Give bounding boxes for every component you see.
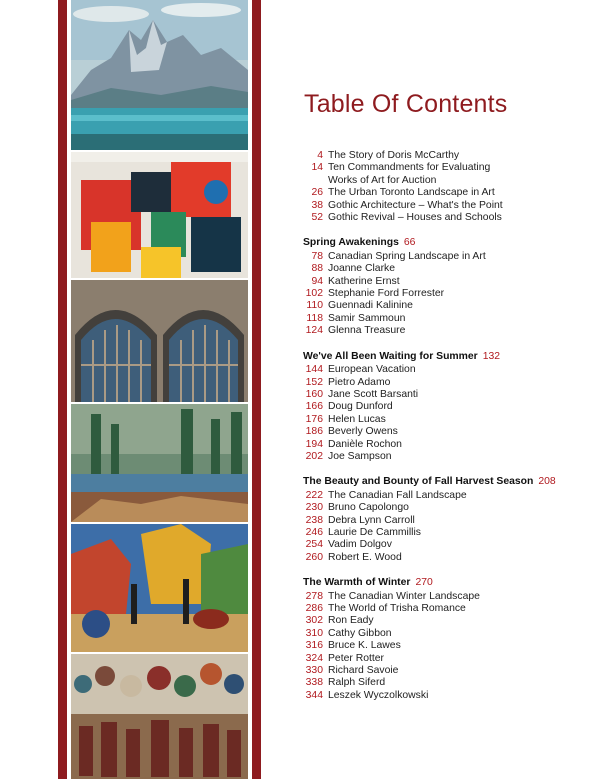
page-number: 254 — [305, 539, 323, 551]
page-number: 278 — [305, 590, 323, 602]
page-number: 102 — [305, 288, 323, 300]
section-heading[interactable] — [290, 577, 590, 589]
page-number: 118 — [306, 312, 323, 324]
entry-title: Peter Rotter — [328, 652, 385, 664]
page-number: 14 — [311, 162, 323, 174]
toc-entry[interactable] — [290, 426, 590, 438]
toc-entry[interactable] — [290, 325, 590, 337]
page-number: 324 — [305, 652, 323, 664]
entry-title: Joe Sampson — [328, 450, 392, 462]
page-number: 260 — [305, 551, 323, 563]
section-page-number: 66 — [403, 237, 416, 249]
toc-entry[interactable] — [290, 377, 590, 389]
toc-entry[interactable] — [290, 401, 590, 413]
entry-title: Cathy Gibbon — [328, 627, 392, 639]
page-number: 330 — [305, 665, 323, 677]
street-scene-painting — [71, 524, 248, 652]
toc-entry[interactable] — [290, 665, 590, 677]
toc-entry[interactable] — [290, 690, 590, 702]
page-number: 4 — [317, 150, 323, 161]
page-number: 124 — [305, 325, 323, 337]
table-of-contents — [290, 150, 590, 702]
entry-title: Joanne Clarke — [328, 263, 396, 275]
section-page-number: 132 — [482, 350, 501, 362]
entry-title: Canadian Spring Landscape in Art — [328, 250, 486, 262]
page-number: 230 — [305, 502, 323, 514]
toc-entry[interactable] — [290, 640, 590, 652]
entry-title: Vadim Dolgov — [328, 539, 392, 551]
toc-entry[interactable] — [290, 300, 590, 312]
page-number: 94 — [311, 275, 323, 287]
page-number: 344 — [305, 689, 323, 701]
page-number: 144 — [305, 364, 323, 376]
entry-title: Ralph Siferd — [328, 677, 386, 689]
page-number: 160 — [305, 388, 323, 400]
toc-entry[interactable] — [290, 251, 590, 263]
entry-title: Jane Scott Barsanti — [328, 388, 419, 400]
page-number: 286 — [305, 603, 323, 614]
toc-entry[interactable] — [290, 439, 590, 451]
gothic-window-painting — [71, 280, 248, 402]
page-number: 110 — [306, 300, 323, 312]
intro-list — [290, 150, 590, 224]
entry-title: Samir Sammoun — [328, 312, 406, 324]
section-title: The Warmth of Winter — [303, 577, 411, 589]
page-number: 316 — [305, 640, 323, 652]
toc-entry[interactable] — [290, 414, 590, 426]
toc-entry[interactable] — [290, 539, 590, 551]
toc-entry[interactable] — [290, 653, 590, 665]
section-heading[interactable] — [290, 476, 590, 488]
forest-lake-painting — [71, 404, 248, 522]
abstract-painting — [71, 152, 248, 278]
page-number: 166 — [305, 401, 323, 413]
artwork-strip — [67, 0, 252, 779]
entry-title: Gothic Architecture – What's the Point — [328, 199, 503, 211]
entry-title: Bruno Capolongo — [328, 502, 409, 514]
page-number: 88 — [311, 263, 323, 275]
page-number: 338 — [305, 677, 323, 689]
toc-entry[interactable] — [290, 389, 590, 401]
entry-title: Ten Commandments for Evaluating — [328, 162, 491, 174]
page-number: 310 — [305, 627, 323, 639]
page-number: 238 — [305, 514, 323, 526]
entry-title: Robert E. Wood — [328, 551, 402, 563]
page-number: 176 — [305, 413, 323, 425]
entry-title: Danièle Rochon — [328, 438, 402, 450]
toc-entry[interactable] — [290, 187, 590, 199]
page-number: 222 — [305, 489, 323, 501]
entry-title: Laurie De Cammillis — [328, 526, 421, 538]
toc-entry[interactable] — [290, 490, 590, 502]
toc-entry[interactable] — [290, 364, 590, 376]
toc-entry[interactable] — [290, 313, 590, 325]
page-number: 186 — [305, 426, 323, 438]
entry-title: Helen Lucas — [328, 413, 386, 425]
entry-title: Gothic Revival – Houses and Schools — [328, 212, 502, 224]
toc-entry[interactable] — [290, 162, 590, 174]
toc-entry[interactable] — [290, 263, 590, 275]
page-number: 194 — [305, 438, 323, 450]
toc-entry[interactable] — [290, 527, 590, 539]
toc-entry[interactable] — [290, 628, 590, 640]
toc-entry[interactable] — [290, 591, 590, 603]
entry-title: The Urban Toronto Landscape in Art — [328, 187, 495, 199]
page-number: 302 — [305, 615, 323, 627]
toc-entry[interactable] — [290, 288, 590, 300]
entry-title: Doug Dunford — [328, 401, 393, 413]
entry-title: Richard Savoie — [328, 665, 399, 677]
page-number: 52 — [311, 212, 323, 224]
entry-title: Leszek Wyczolkowski — [328, 689, 429, 701]
entry-title: The Canadian Fall Landscape — [328, 489, 467, 501]
toc-entry[interactable] — [290, 150, 590, 162]
entry-title: Stephanie Ford Forrester — [328, 288, 445, 300]
entry-title: Ron Eady — [328, 615, 374, 627]
entry-title: Pietro Adamo — [328, 376, 391, 388]
section-heading[interactable] — [290, 237, 590, 249]
page-number: 202 — [305, 450, 323, 462]
toc-entry[interactable] — [290, 603, 590, 615]
winter-bowls-painting — [71, 654, 248, 779]
entry-title: Bruce K. Lawes — [328, 640, 401, 652]
toc-entry[interactable] — [290, 615, 590, 627]
entry-title: Beverly Owens — [328, 426, 398, 438]
page-number: 152 — [305, 376, 323, 388]
entry-title: The Canadian Winter Landscape — [328, 590, 480, 602]
toc-entry[interactable] — [290, 212, 590, 224]
toc-entry[interactable] — [290, 502, 590, 514]
toc-entry[interactable] — [290, 451, 590, 463]
toc-entry[interactable] — [290, 276, 590, 288]
toc-entry-continuation — [290, 175, 590, 187]
entry-title: Guennadi Kalinine — [328, 300, 413, 312]
page-number: 38 — [311, 199, 323, 211]
mountain-lake-painting — [71, 0, 248, 150]
toc-entry[interactable] — [290, 515, 590, 527]
toc-entry[interactable] — [290, 200, 590, 212]
entry-title: Debra Lynn Carroll — [328, 514, 415, 526]
section-page-number: 270 — [415, 577, 433, 589]
entry-title: The World of Trisha Romance — [328, 603, 466, 614]
section-heading[interactable] — [290, 351, 590, 363]
section-title: The Beauty and Bounty of Fall Harvest Season — [303, 476, 534, 488]
entry-title-continuation: Works of Art for Auction — [328, 174, 437, 186]
section-title: Spring Awakenings — [303, 237, 399, 249]
toc-entry[interactable] — [290, 552, 590, 564]
page-title: Table Of Contents — [304, 90, 508, 118]
entry-title: Katherine Ernst — [328, 275, 400, 287]
entry-title: European Vacation — [328, 364, 416, 376]
entry-title: The Story of Doris McCarthy — [328, 150, 460, 161]
entry-title: Glenna Treasure — [328, 325, 406, 337]
page-number: 78 — [311, 250, 323, 262]
page-number: 26 — [311, 187, 323, 199]
toc-entry[interactable] — [290, 677, 590, 689]
page-number: 246 — [305, 526, 323, 538]
section-title: We've All Been Waiting for Summer — [303, 350, 478, 362]
section-page-number: 208 — [538, 476, 556, 488]
